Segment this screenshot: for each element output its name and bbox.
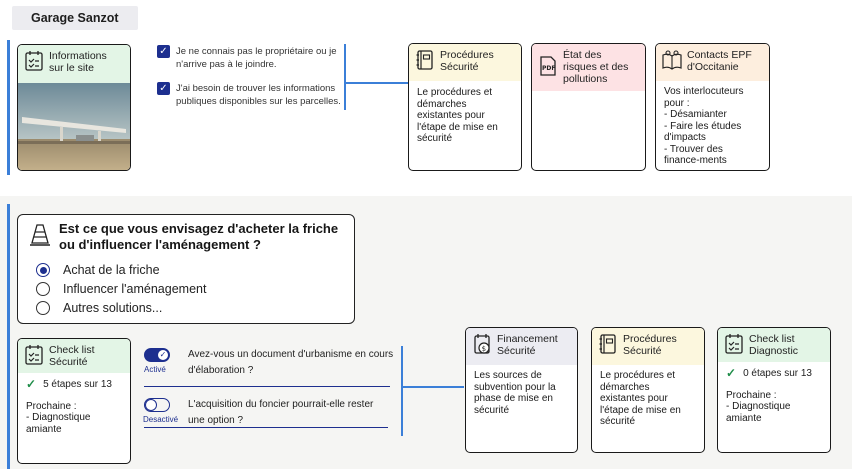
- procedures-card-body: Le procédures et démarches existantes pour l'étape de mise en sécurité: [600, 370, 681, 427]
- site-photo: [18, 83, 131, 171]
- toggle-acquisition[interactable]: [144, 398, 170, 412]
- check-icon: ✓: [726, 366, 737, 380]
- contacts-body-line: - Trouver des finance-ments: [664, 143, 727, 166]
- checklist-securite-title: Check list Sécurité: [49, 344, 95, 368]
- etat-risques-card-header: [532, 44, 645, 91]
- contacts-card-body: [656, 81, 769, 171]
- question-box: [17, 214, 355, 324]
- checklist-securite-card[interactable]: [17, 338, 131, 464]
- checkbox-owner-unknown[interactable]: [157, 45, 345, 71]
- checklist-diagnostic-card[interactable]: [717, 327, 831, 453]
- toggle-check-icon: ✓: [157, 349, 169, 361]
- contacts-body-line: - Faire les études d'impacts: [664, 120, 742, 143]
- procedures-card-header: [409, 44, 521, 81]
- toggle-urbanisme-question: Avez-vous un document d'urbanisme en cours d'élaboration ?: [188, 349, 394, 376]
- svg-text:$: $: [481, 345, 487, 353]
- procedures-card-title: Procédures Sécurité: [440, 49, 494, 73]
- checklist-next-label: Prochaine :: [726, 389, 777, 401]
- connector-vertical-bottom: [401, 346, 403, 436]
- checklist-next-label: Prochaine :: [26, 400, 77, 412]
- checklist-icon: [24, 344, 44, 366]
- financement-card-header: [466, 328, 577, 365]
- checklist-securite-body: [18, 373, 130, 441]
- checkbox-public-info-label: J'ai besoin de trouver les informations publiques disponibles sur les parcelles.: [176, 83, 341, 107]
- section-accent-bar-top: [7, 40, 10, 175]
- book-icon: [415, 49, 435, 71]
- pdf-icon: [538, 55, 558, 77]
- site-info-card[interactable]: [17, 44, 131, 171]
- procedures-card-header: [592, 328, 704, 365]
- toggle-acquisition-question: L'acquisition du foncier pourrait-elle rester une option ?: [188, 399, 374, 426]
- financement-securite-card[interactable]: [465, 327, 578, 453]
- etat-risques-card-title: État des risques et des pollutions: [563, 49, 629, 85]
- procedures-card-body: Le procédures et démarches existantes pour l'étape de mise en sécurité: [417, 87, 498, 144]
- section-accent-bar-bottom: [7, 204, 10, 469]
- site-info-card-header: [18, 45, 130, 83]
- toggle-acquisition-state: Desactivé: [143, 415, 179, 424]
- checklist-diagnostic-body: [718, 362, 830, 430]
- connector-vertical-top: [344, 44, 346, 110]
- contacts-card-header: [656, 44, 769, 81]
- financement-card-body: Les sources de subvention pour la phase de mise en sécurité: [474, 370, 556, 416]
- checklist-securite-header: [18, 339, 130, 373]
- checklist-diagnostic-title: Check list Diagnostic: [749, 333, 799, 357]
- contacts-body-line: - Désamianter: [664, 109, 727, 120]
- toggle-urbanisme-underline: [144, 386, 390, 387]
- check-icon: ✓: [26, 377, 37, 391]
- radio-option-autres[interactable]: [36, 301, 162, 315]
- checklist-progress-text: 0 étapes sur 13: [743, 368, 812, 379]
- checklist-progress: [726, 368, 822, 380]
- checklist-next-item: - Diagnostique amiante: [26, 412, 91, 435]
- connector-horizontal-top: [345, 82, 408, 84]
- checkbox-public-info[interactable]: [157, 82, 349, 108]
- procedures-securite-card-bottom[interactable]: [591, 327, 705, 453]
- radio-selected-icon[interactable]: [36, 263, 50, 277]
- checklist-progress-text: 5 étapes sur 13: [43, 379, 112, 390]
- question-title: Est ce que vous envisagez d'acheter la friche ou d'influencer l'aménagement ?: [59, 221, 339, 252]
- contacts-card-title: Contacts EPF d'Occitanie: [687, 49, 752, 73]
- procedures-securite-card-top[interactable]: [408, 43, 522, 171]
- radio-unselected-icon[interactable]: [36, 301, 50, 315]
- toggle-knob: [145, 399, 157, 411]
- etat-risques-card-body: [532, 91, 645, 103]
- contacts-epf-card[interactable]: [655, 43, 770, 171]
- money-icon: [472, 333, 492, 355]
- toggle-urbanisme[interactable]: [144, 348, 170, 362]
- cone-icon: [29, 222, 51, 248]
- radio-option-influencer[interactable]: [36, 282, 206, 296]
- page-title: Garage Sanzot: [12, 6, 138, 30]
- checklist-icon: [724, 333, 744, 355]
- checklist-progress: [26, 379, 122, 391]
- toggle-acquisition-underline: [144, 427, 388, 428]
- checklist-next-item: - Diagnostique amiante: [726, 401, 791, 424]
- radio-option-label: Achat de la friche: [63, 263, 160, 277]
- procedures-card-title: Procédures Sécurité: [623, 333, 677, 357]
- book-icon: [598, 333, 618, 355]
- checkbox-checked-icon[interactable]: ✓: [157, 82, 170, 95]
- radio-option-label: Influencer l'aménagement: [63, 282, 207, 296]
- svg-text:PDF: PDF: [542, 65, 556, 72]
- connector-horizontal-bottom: [402, 386, 464, 388]
- etat-risques-card[interactable]: [531, 43, 646, 171]
- checklist-diagnostic-header: [718, 328, 830, 362]
- financement-card-title: Financement Sécurité: [497, 333, 558, 357]
- radio-unselected-icon[interactable]: [36, 282, 50, 296]
- site-info-card-label: Informations sur le site: [49, 50, 107, 74]
- checkbox-checked-icon[interactable]: ✓: [157, 45, 170, 58]
- contacts-book-icon: [662, 49, 682, 71]
- checklist-icon: [24, 50, 44, 72]
- contacts-body-line: Vos interlocuteurs pour :: [664, 86, 744, 109]
- checkbox-owner-unknown-label: Je ne connais pas le propriétaire ou je n'arrive pas à le joindre.: [176, 46, 337, 70]
- toggle-urbanisme-state: Activé: [144, 365, 166, 374]
- radio-option-label: Autres solutions...: [63, 301, 163, 315]
- radio-option-achat[interactable]: [36, 263, 160, 277]
